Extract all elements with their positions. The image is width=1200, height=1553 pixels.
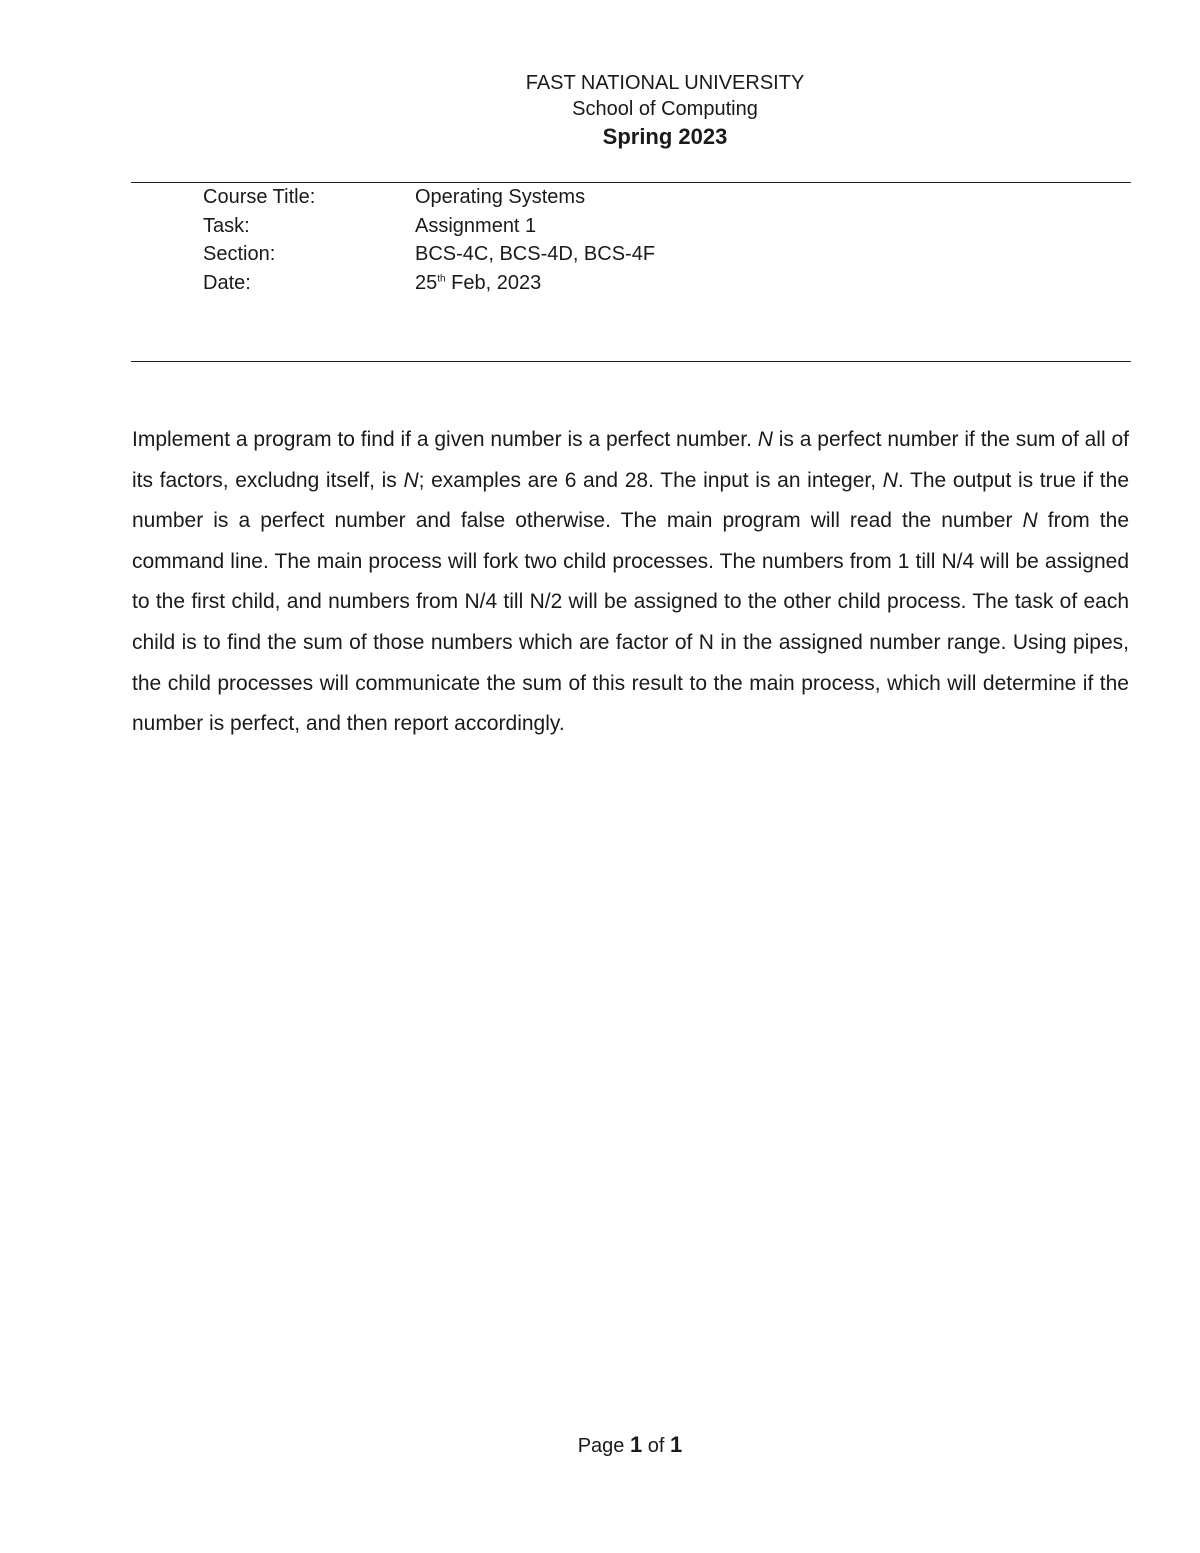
term-title: Spring 2023 [602, 124, 728, 149]
variable-n: N [403, 468, 419, 492]
task-label: Task: [203, 214, 250, 237]
date-row [203, 269, 655, 298]
body-text-3: ; examples are 6 and 28. The input is an integer, [418, 468, 883, 492]
task-row [203, 212, 655, 241]
date-day-suffix: th [437, 272, 446, 284]
variable-n: N [882, 468, 898, 492]
of-word: of [642, 1435, 671, 1457]
date-month-year: Feb, 2023 [445, 271, 542, 294]
body-text-1: Implement a program to find if a given number is a perfect number. [132, 428, 758, 451]
course-title-label: Course Title: [203, 186, 316, 208]
date-day: 25 [415, 271, 438, 294]
page-footer [0, 1430, 1200, 1461]
university-name: FAST NATIONAL UNIVERSITY [525, 72, 805, 94]
task-value: Assignment 1 [415, 214, 537, 237]
school-name: School of Computing [572, 98, 758, 120]
document-header [0, 70, 1200, 152]
variable-n: N [757, 428, 773, 451]
page-word: Page [577, 1435, 630, 1457]
course-title-value: Operating Systems [415, 186, 586, 208]
date-label: Date: [203, 271, 251, 294]
body-text-4: . The output is true if the number is a perfect number and false otherwise. The main program will read the number [132, 468, 1129, 533]
bottom-divider [131, 361, 1131, 362]
date-value [415, 269, 541, 298]
section-row [203, 240, 655, 269]
course-info-block [203, 183, 655, 297]
variable-n: N [1022, 509, 1038, 533]
course-title-row [203, 183, 655, 212]
assignment-description [132, 420, 1129, 745]
body-text-2: is a perfect number if the sum of all of its factors, excludng itself, is [132, 428, 1129, 492]
body-text-5: from the command line. The main process will fork two child processes. The numbers from 1 till N/4 will be assigned to the first child, and numbers from N/4 till N/2 will be assigned to the other child process. The task of each child is to find the sum of those numbers which are factor of N in the assigned number range. Using pipes, the child processes will communicate the sum of this result to the main process, which will determine if the number is perfect, and then report accordingly. [132, 509, 1129, 736]
section-label: Section: [203, 243, 276, 265]
page-total: 1 [670, 1432, 683, 1457]
page-current: 1 [629, 1432, 643, 1457]
section-value: BCS-4C, BCS-4D, BCS-4F [415, 243, 656, 265]
